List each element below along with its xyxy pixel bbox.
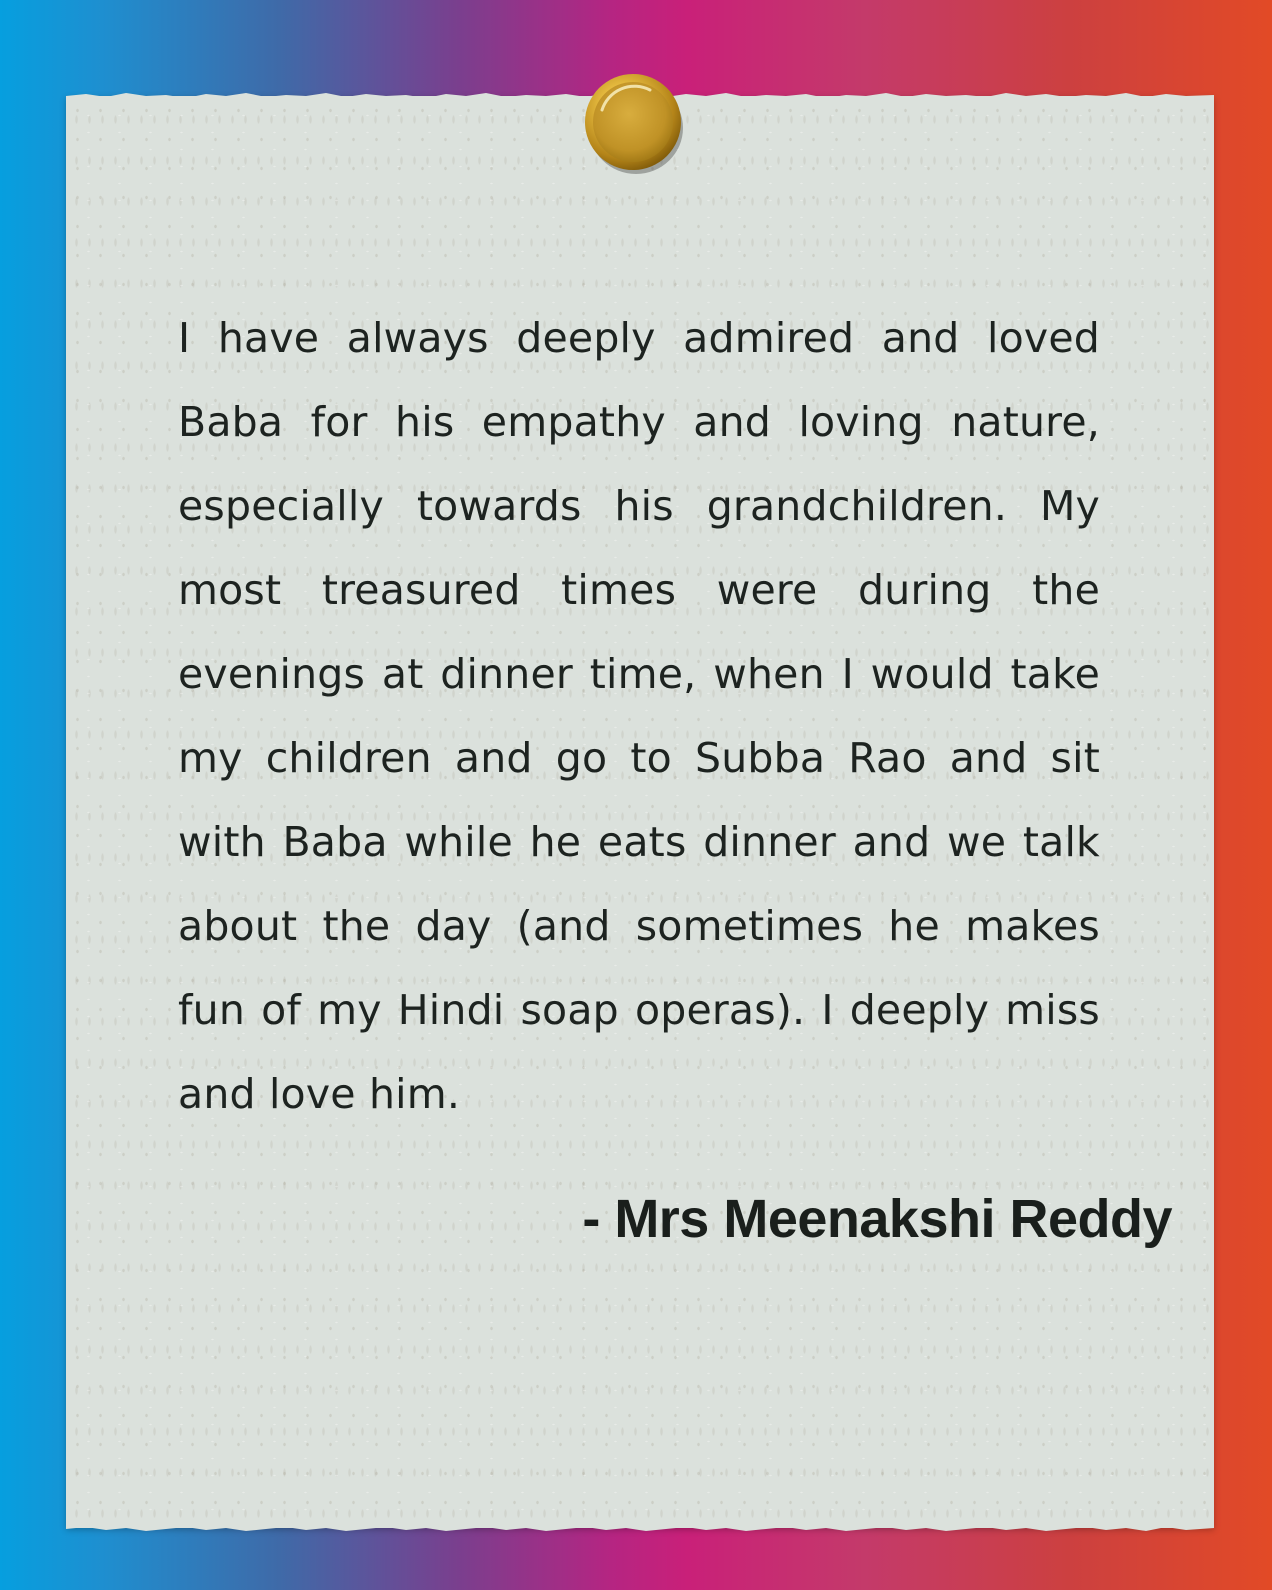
quote-text: I have always deeply admired and loved Baba for his empathy and loving nature, especially towards his grandchildren. My most treasured times were during the evenings at dinner time, when I would take my children and go to Subba Rao and sit with Baba while he eats dinner and we talk about the day (and sometimes he makes fun of my Hindi soap operas). I deeply miss and love him. [178,314,1100,1118]
torn-bottom-edge [66,1522,1214,1534]
quote-attribution: - Mrs Meenakshi Reddy [582,1189,1172,1249]
gold-pushpin-icon [580,70,686,176]
